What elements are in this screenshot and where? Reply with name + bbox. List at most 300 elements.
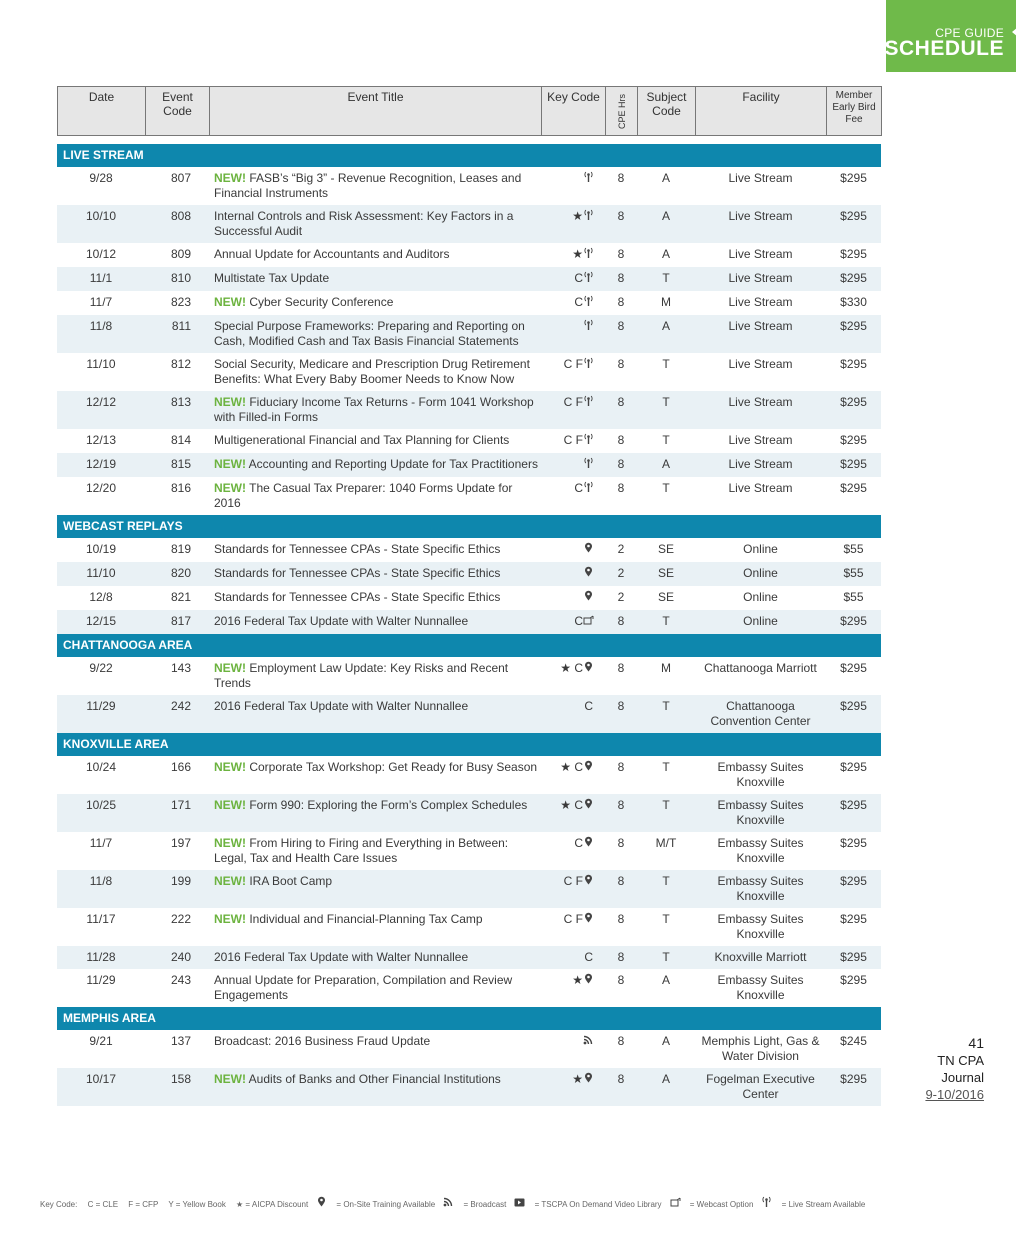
event-title-text: FASB’s “Big 3” - Revenue Recognition, Leases and Financial Instruments [214,171,522,200]
event-row[interactable] [57,870,881,908]
new-badge: NEW! [214,171,246,185]
event-date: 11/17 [57,908,145,946]
key-code-text: ★ [572,973,583,987]
facility: Fogelman Executive Center [695,1068,826,1106]
subject-code: SE [637,562,695,586]
legend-text: = Broadcast [461,1200,507,1209]
key-code-text: C [574,614,583,628]
event-title-text: Annual Update for Accountants and Auditors [214,247,450,261]
col-key-code: Key Code [542,87,606,136]
event-code: 166 [145,756,209,794]
subject-code: T [637,908,695,946]
key-code-text: ★ [572,1072,583,1086]
subject-code: A [637,315,695,353]
key-code [541,695,605,733]
event-row[interactable] [57,794,881,832]
guide-banner [886,0,1016,72]
legend-item [126,1200,158,1209]
facility: Live Stream [695,267,826,291]
event-title-text: The Casual Tax Preparer: 1040 Forms Update for 2016 [214,481,513,510]
live-stream-icon [583,271,593,287]
subject-code: A [637,205,695,243]
live-stream-icon [583,457,593,473]
live-stream-icon [583,247,593,263]
banner-notch [1012,27,1018,37]
cpe-hours: 8 [605,205,637,243]
key-code [541,870,605,908]
legend-item [85,1200,118,1209]
cpe-hours: 8 [605,477,637,515]
on-site-training-icon [583,590,593,606]
cpe-hours: 8 [605,291,637,315]
fee: $295 [826,315,881,353]
event-date: 10/24 [57,756,145,794]
event-date: 11/8 [57,315,145,353]
event-title-text: Internal Controls and Risk Assessment: Key Factors in a Successful Audit [214,209,514,238]
cpe-hours: 8 [605,1068,637,1106]
fee: $295 [826,243,881,267]
legend-text: Y = Yellow Book [166,1200,226,1209]
key-code [541,391,605,429]
fee: $295 [826,756,881,794]
cpe-hours: 8 [605,832,637,870]
live-stream-icon [583,357,593,373]
cpe-hours: 8 [605,946,637,969]
event-code: 222 [145,908,209,946]
event-title [209,946,541,969]
key-code [541,538,605,562]
event-title-text: 2016 Federal Tax Update with Walter Nunnallee [214,950,469,964]
event-row[interactable] [57,391,881,429]
section-title: CHATTANOOGA AREA [57,634,881,657]
event-row[interactable] [57,538,881,562]
on-site-training-icon [583,798,593,814]
event-date: 12/19 [57,453,145,477]
facility: Live Stream [695,391,826,429]
broadcast-icon [443,1197,453,1210]
key-code [541,167,605,205]
event-code: 814 [145,429,209,453]
event-title-text: From Hiring to Firing and Everything in Between: Legal, Tax and Health Care Issues [214,836,509,865]
cpe-hours: 8 [605,756,637,794]
event-code: 171 [145,794,209,832]
key-code [541,562,605,586]
key-code [541,908,605,946]
cpe-hours: 2 [605,538,637,562]
key-code [541,657,605,695]
event-code: 197 [145,832,209,870]
facility: Live Stream [695,315,826,353]
key-code-text: C [584,699,593,713]
subject-code: T [637,695,695,733]
subject-code: T [637,756,695,794]
event-title [209,1068,541,1106]
event-title [209,832,541,870]
key-code-text: ★ [572,247,583,261]
event-title [209,756,541,794]
event-row[interactable] [57,832,881,870]
section-title: LIVE STREAM [57,144,881,167]
issue-date: 9-10/2016 [925,1087,984,1102]
subject-code: A [637,243,695,267]
fee: $295 [826,969,881,1007]
key-code [541,586,605,610]
col-event-title: Event Title [210,87,542,136]
event-title [209,291,541,315]
event-date: 10/12 [57,243,145,267]
cpe-hours: 8 [605,243,637,267]
fee: $295 [826,391,881,429]
subject-code: A [637,969,695,1007]
subject-code: A [637,453,695,477]
key-code-text: ★ C [560,760,583,774]
subject-code: A [637,1030,695,1068]
page-info [912,1035,984,1103]
cpe-hours: 2 [605,586,637,610]
event-code: 143 [145,657,209,695]
event-date: 12/13 [57,429,145,453]
fee: $295 [826,477,881,515]
subject-code: M/T [637,832,695,870]
legend-text: = On-Site Training Available [334,1200,436,1209]
cpe-hours: 8 [605,610,637,634]
section-header [57,144,881,167]
event-title [209,243,541,267]
event-code: 199 [145,870,209,908]
facility: Chattanooga Convention Center [695,695,826,733]
event-row[interactable] [57,315,881,353]
key-code [541,205,605,243]
key-code [541,477,605,515]
fee: $295 [826,695,881,733]
event-code: 810 [145,267,209,291]
facility: Online [695,562,826,586]
fee: $295 [826,610,881,634]
on-site-training-icon [583,874,593,890]
schedule-table [57,144,881,1106]
fee: $295 [826,205,881,243]
new-badge: NEW! [214,1072,246,1086]
new-badge: NEW! [214,295,246,309]
key-code-text: C F [563,433,583,447]
event-row[interactable] [57,1030,881,1068]
event-code: 820 [145,562,209,586]
cpe-hours: 8 [605,870,637,908]
new-badge: NEW! [214,760,246,774]
subject-code: M [637,657,695,695]
event-row[interactable] [57,908,881,946]
fee: $330 [826,291,881,315]
event-title-text: Standards for Tennessee CPAs - State Specific Ethics [214,542,501,556]
event-row[interactable] [57,969,881,1007]
banner-title: SCHEDULE [884,37,1004,60]
event-row[interactable] [57,167,881,205]
subject-code: T [637,870,695,908]
event-title [209,315,541,353]
key-code-text: ★ [572,209,583,223]
subject-code: SE [637,538,695,562]
subject-code: T [637,267,695,291]
event-title [209,353,541,391]
legend-item [40,1200,77,1209]
subject-code: T [637,391,695,429]
key-code-text: C [574,295,583,309]
facility: Live Stream [695,167,826,205]
event-code: 242 [145,695,209,733]
event-title [209,908,541,946]
facility: Chattanooga Marriott [695,657,826,695]
cpe-hours: 8 [605,391,637,429]
event-code: 815 [145,453,209,477]
event-date: 11/7 [57,832,145,870]
key-code [541,267,605,291]
key-code-text: ★ C [560,661,583,675]
event-code: 813 [145,391,209,429]
facility: Live Stream [695,243,826,267]
event-code: 812 [145,353,209,391]
event-title-text: Accounting and Reporting Update for Tax Practitioners [248,457,538,471]
event-title [209,870,541,908]
new-badge: NEW! [214,395,246,409]
col-facility: Facility [696,87,827,136]
event-title [209,477,541,515]
event-date: 10/19 [57,538,145,562]
key-code-text: C F [563,357,583,371]
live-stream-icon [583,295,593,311]
fee: $295 [826,870,881,908]
key-code [541,1030,605,1068]
facility: Live Stream [695,205,826,243]
fee: $295 [826,657,881,695]
facility: Embassy Suites Knoxville [695,756,826,794]
new-badge: NEW! [214,912,246,926]
section-header [57,634,881,657]
new-badge: NEW! [214,457,246,471]
event-title [209,538,541,562]
key-code [541,946,605,969]
new-badge: NEW! [214,836,246,850]
key-code [541,794,605,832]
col-event-code: Event Code [146,87,210,136]
section-title: WEBCAST REPLAYS [57,515,881,538]
event-title-text: Multigenerational Financial and Tax Planning for Clients [214,433,510,447]
subject-code: T [637,610,695,634]
event-date: 11/1 [57,267,145,291]
subject-code: T [637,946,695,969]
facility: Embassy Suites Knoxville [695,908,826,946]
on-site-training-icon [316,1196,326,1210]
event-row[interactable] [57,657,881,695]
on-site-training-icon [583,973,593,989]
event-title [209,657,541,695]
event-title-text: 2016 Federal Tax Update with Walter Nunnallee [214,699,469,713]
event-date: 12/20 [57,477,145,515]
event-code: 823 [145,291,209,315]
col-cpe-hrs [606,87,638,136]
event-title [209,429,541,453]
fee: $295 [826,794,881,832]
facility: Embassy Suites Knoxville [695,969,826,1007]
event-row[interactable] [57,453,881,477]
event-row[interactable] [57,267,881,291]
col-fee: Member Early Bird Fee [827,87,882,136]
live-stream-icon [761,1196,771,1210]
event-title-text: Standards for Tennessee CPAs - State Specific Ethics [214,590,501,604]
webcast-icon [583,615,593,630]
event-title-text: Social Security, Medicare and Prescription Drug Retirement Benefits: What Every Baby Boomer Needs to Know Now [214,357,530,386]
cpe-hours: 8 [605,315,637,353]
event-date: 9/21 [57,1030,145,1068]
event-code: 811 [145,315,209,353]
event-title-text: Individual and Financial-Planning Tax Camp [249,912,483,926]
event-title [209,391,541,429]
event-date: 10/10 [57,205,145,243]
event-date: 12/12 [57,391,145,429]
event-row[interactable] [57,946,881,969]
on-site-training-icon [583,836,593,852]
event-row[interactable] [57,353,881,391]
legend-item [166,1200,226,1209]
event-row[interactable] [57,291,881,315]
fee: $245 [826,1030,881,1068]
subject-code: A [637,167,695,205]
key-code [541,453,605,477]
event-row[interactable] [57,429,881,453]
facility: Embassy Suites Knoxville [695,794,826,832]
facility: Memphis Light, Gas & Water Division [695,1030,826,1068]
legend-item [443,1200,506,1209]
event-row[interactable] [57,695,881,733]
legend-item [670,1200,754,1209]
broadcast-icon [583,1035,593,1050]
event-row[interactable] [57,1068,881,1106]
fee: $295 [826,908,881,946]
fee: $55 [826,586,881,610]
key-code [541,756,605,794]
event-code: 807 [145,167,209,205]
key-code [541,353,605,391]
publication-line1: TN CPA [937,1053,984,1068]
event-date: 11/10 [57,562,145,586]
event-title [209,794,541,832]
legend-item [234,1200,308,1209]
on-site-training-icon [583,912,593,928]
event-code: 158 [145,1068,209,1106]
facility: Embassy Suites Knoxville [695,870,826,908]
key-code [541,291,605,315]
event-title-text: Fiduciary Income Tax Returns - Form 1041 Workshop with Filled-in Forms [214,395,534,424]
event-title [209,453,541,477]
event-code: 243 [145,969,209,1007]
new-badge: NEW! [214,661,246,675]
event-code: 240 [145,946,209,969]
event-title-text: Multistate Tax Update [214,271,330,285]
event-row[interactable] [57,586,881,610]
event-date: 9/28 [57,167,145,205]
event-row[interactable] [57,205,881,243]
facility: Online [695,610,826,634]
cpe-hours: 8 [605,167,637,205]
event-code: 819 [145,538,209,562]
event-title [209,586,541,610]
event-row[interactable] [57,243,881,267]
fee: $295 [826,1068,881,1106]
legend-text: F = CFP [126,1200,159,1209]
key-code [541,610,605,634]
key-code [541,832,605,870]
event-date: 11/28 [57,946,145,969]
event-title [209,969,541,1007]
key-code-text: ★ C [560,798,583,812]
col-subject-code: Subject Code [638,87,696,136]
page-number: 41 [968,1035,984,1051]
legend-text: = Webcast Option [687,1200,754,1209]
legend-text: C = CLE [85,1200,119,1209]
new-badge: NEW! [214,481,246,495]
event-title [209,267,541,291]
facility: Embassy Suites Knoxville [695,832,826,870]
key-code-text: C [584,950,593,964]
banner-subtitle: CPE GUIDE [935,26,1004,40]
event-row[interactable] [57,562,881,586]
event-row[interactable] [57,477,881,515]
legend-text: ★ = AICPA Discount [233,1200,309,1209]
legend-text: Key Code: [40,1200,78,1209]
cpe-hrs-label: CPE Hrs [616,94,627,130]
key-code-text: C F [563,395,583,409]
event-row[interactable] [57,610,881,634]
new-badge: NEW! [214,874,246,888]
event-date: 9/22 [57,657,145,695]
event-title-text: Broadcast: 2016 Business Fraud Update [214,1034,431,1048]
event-date: 12/15 [57,610,145,634]
on-site-training-icon [583,760,593,776]
section-title: MEMPHIS AREA [57,1007,881,1030]
cpe-hours: 8 [605,453,637,477]
legend-text: = Live Stream Available [779,1200,866,1209]
event-title-text: Annual Update for Preparation, Compilation and Review Engagements [214,973,513,1002]
facility: Live Stream [695,453,826,477]
subject-code: T [637,794,695,832]
cpe-hours: 8 [605,267,637,291]
key-code-text: C [574,481,583,495]
facility: Live Stream [695,291,826,315]
fee: $295 [826,353,881,391]
event-title-text: Special Purpose Frameworks: Preparing and Reporting on Cash, Modified Cash and Tax Basis Financial Statements [214,319,525,348]
legend-text: = TSCPA On Demand Video Library [532,1200,662,1209]
event-title-text: Corporate Tax Workshop: Get Ready for Busy Season [249,760,538,774]
new-badge: NEW! [214,798,246,812]
fee: $295 [826,453,881,477]
event-title-text: Cyber Security Conference [249,295,394,309]
key-code-text: C F [563,912,583,926]
video-library-icon [514,1198,524,1210]
legend-item [761,1200,865,1209]
event-code: 816 [145,477,209,515]
col-date: Date [58,87,146,136]
event-title [209,205,541,243]
fee: $295 [826,832,881,870]
key-code [541,1068,605,1106]
event-row[interactable] [57,756,881,794]
key-code-text: C F [563,874,583,888]
facility: Online [695,586,826,610]
subject-code: T [637,353,695,391]
on-site-training-icon [583,661,593,677]
live-stream-icon [583,395,593,411]
event-title-text: 2016 Federal Tax Update with Walter Nunnallee [214,614,469,628]
cpe-hours: 8 [605,908,637,946]
